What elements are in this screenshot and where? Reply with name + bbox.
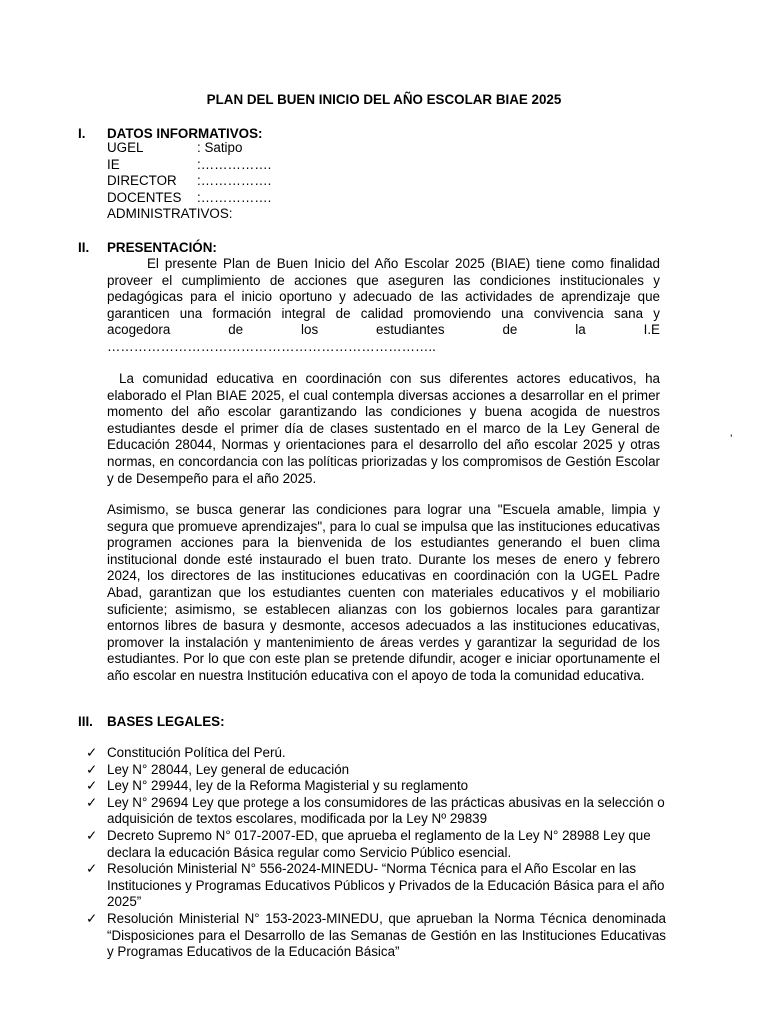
list-item	[86, 762, 666, 779]
list-item	[86, 795, 666, 828]
datos-row	[107, 157, 667, 174]
list-item-text: Resolución Ministerial N° 556-2024-MINEDU- “Norma Técnica para el Año Escolar en las Instituciones y Programas Educativos Públicos y Privados de la Educación Básica para el año 2025”	[107, 861, 665, 910]
datos-value: : Satipo	[197, 140, 243, 155]
presentacion-paragraph-1	[107, 256, 660, 356]
datos-row	[107, 190, 667, 207]
datos-row	[107, 140, 667, 157]
datos-label: DIRECTOR	[107, 173, 177, 189]
section-3-heading: BASES LEGALES:	[107, 714, 225, 729]
list-item-text: Ley N° 29694 Ley que protege a los consumidores de las prácticas abusivas en la selección o adquisición de textos escolares, modificada por la Ley Nº 29839	[107, 794, 665, 827]
section-1-number: I.	[78, 126, 86, 141]
bases-legales-list	[86, 745, 666, 961]
datos-value: :…………….	[197, 173, 272, 189]
list-item-text: Ley N° 29944, ley de la Reforma Magisterial y su reglamento	[107, 778, 469, 794]
datos-label: IE	[107, 156, 120, 172]
list-item	[86, 828, 666, 861]
paragraph-text: La comunidad educativa en coordinación con sus diferentes actores educativos, ha elaborado el Plan BIAE 2025, el cual contempla diversas acciones a desarrollar en el primer momento del año escolar garantizando las condiciones y buena acogida de nuestros estudiantes desde el primer día de clases sustentado en el marco de la Ley General de Educación 28044, Normas y orientaciones para el desarrollo del año escolar 2025 y otras normas, en concordancia con las políticas priorizadas y los compromisos de Gestión Escolar y de Desempeño para el año 2025.	[107, 371, 660, 486]
datos-label: UGEL	[107, 140, 144, 155]
list-item	[86, 745, 666, 762]
list-item	[86, 861, 666, 911]
presentacion-paragraph-2	[107, 371, 660, 487]
list-item-text: Ley N° 28044, Ley general de educación	[107, 761, 350, 777]
section-2-number: II.	[78, 240, 90, 255]
stray-mark: ’	[730, 433, 733, 445]
datos-value: :…………….	[197, 156, 272, 172]
check-icon: ✓	[86, 778, 98, 794]
list-item	[86, 778, 666, 795]
check-icon: ✓	[86, 861, 98, 877]
document-title: PLAN DEL BUEN INICIO DEL AÑO ESCOLAR BIAE 2025	[206, 92, 562, 107]
check-icon: ✓	[86, 827, 98, 843]
section-1-heading: DATOS INFORMATIVOS:	[107, 126, 263, 141]
list-item-text: Decreto Supremo N° 017-2007-ED, que aprueba el reglamento de la Ley N° 28988 Ley que declara la educación Básica regular como Servicio Público esencial.	[107, 827, 651, 860]
datos-informativos	[107, 140, 667, 223]
check-icon: ✓	[86, 910, 98, 926]
section-3-number: III.	[78, 714, 93, 729]
datos-label: DOCENTES	[107, 189, 182, 205]
datos-value: :…………….	[197, 189, 272, 205]
list-item-text: Resolución Ministerial N° 153-2023-MINEDU, que aprueban la Norma Técnica denominada “Disposiciones para el Desarrollo de las Semanas de Gestión en las Instituciones Educativas y Programas Educativos de la Educación Básica”	[107, 910, 666, 960]
presentacion-paragraph-3	[107, 502, 660, 685]
paragraph-text: El presente Plan de Buen Inicio del Año Escolar 2025 (BIAE) tiene como finalidad proveer el cumplimiento de acciones que aseguren las condiciones institucionales y pedagógicas para el inicio oportuno y adecuado de las actividades de aprendizaje que garanticen una formación integral de calidad promoviendo una convivencia sana y acogedora de los estudiantes de la I.E ………………………………………………………………..	[107, 256, 660, 354]
datos-label: ADMINISTRATIVOS:	[107, 206, 233, 222]
datos-row	[107, 173, 667, 190]
check-icon: ✓	[86, 761, 98, 777]
list-item	[86, 911, 666, 961]
check-icon: ✓	[86, 745, 98, 760]
section-2-heading: PRESENTACIÓN:	[107, 240, 217, 255]
datos-row	[107, 206, 667, 223]
paragraph-text: Asimismo, se busca generar las condiciones para lograr una "Escuela amable, limpia y segura que promueve aprendizajes", para lo cual se impulsa que las instituciones educativas programen acciones para la bienvenida de los estudiantes generando el buen clima institucional donde esté instaurado el buen trato. Durante los meses de enero y febrero 2024, los directores de las instituciones educativas en coordinación con la UGEL Padre Abad, garantizan que los estudiantes cuenten con materiales educativos y el mobiliario suficiente; asimismo, se establecen alianzas con los gobiernos locales para garantizar entornos libres de basura y desmonte, accesos adecuados a las instituciones educativas, promover la instalación y mantenimiento de áreas verdes y garantizar la seguridad de los estudiantes. Por lo que con este plan se pretende difundir, acoger e iniciar oportunamente el año escolar en nuestra Institución educativa con el apoyo de toda la comunidad educativa.	[107, 502, 660, 683]
check-icon: ✓	[86, 794, 98, 810]
list-item-text: Constitución Política del Perú.	[107, 745, 286, 760]
